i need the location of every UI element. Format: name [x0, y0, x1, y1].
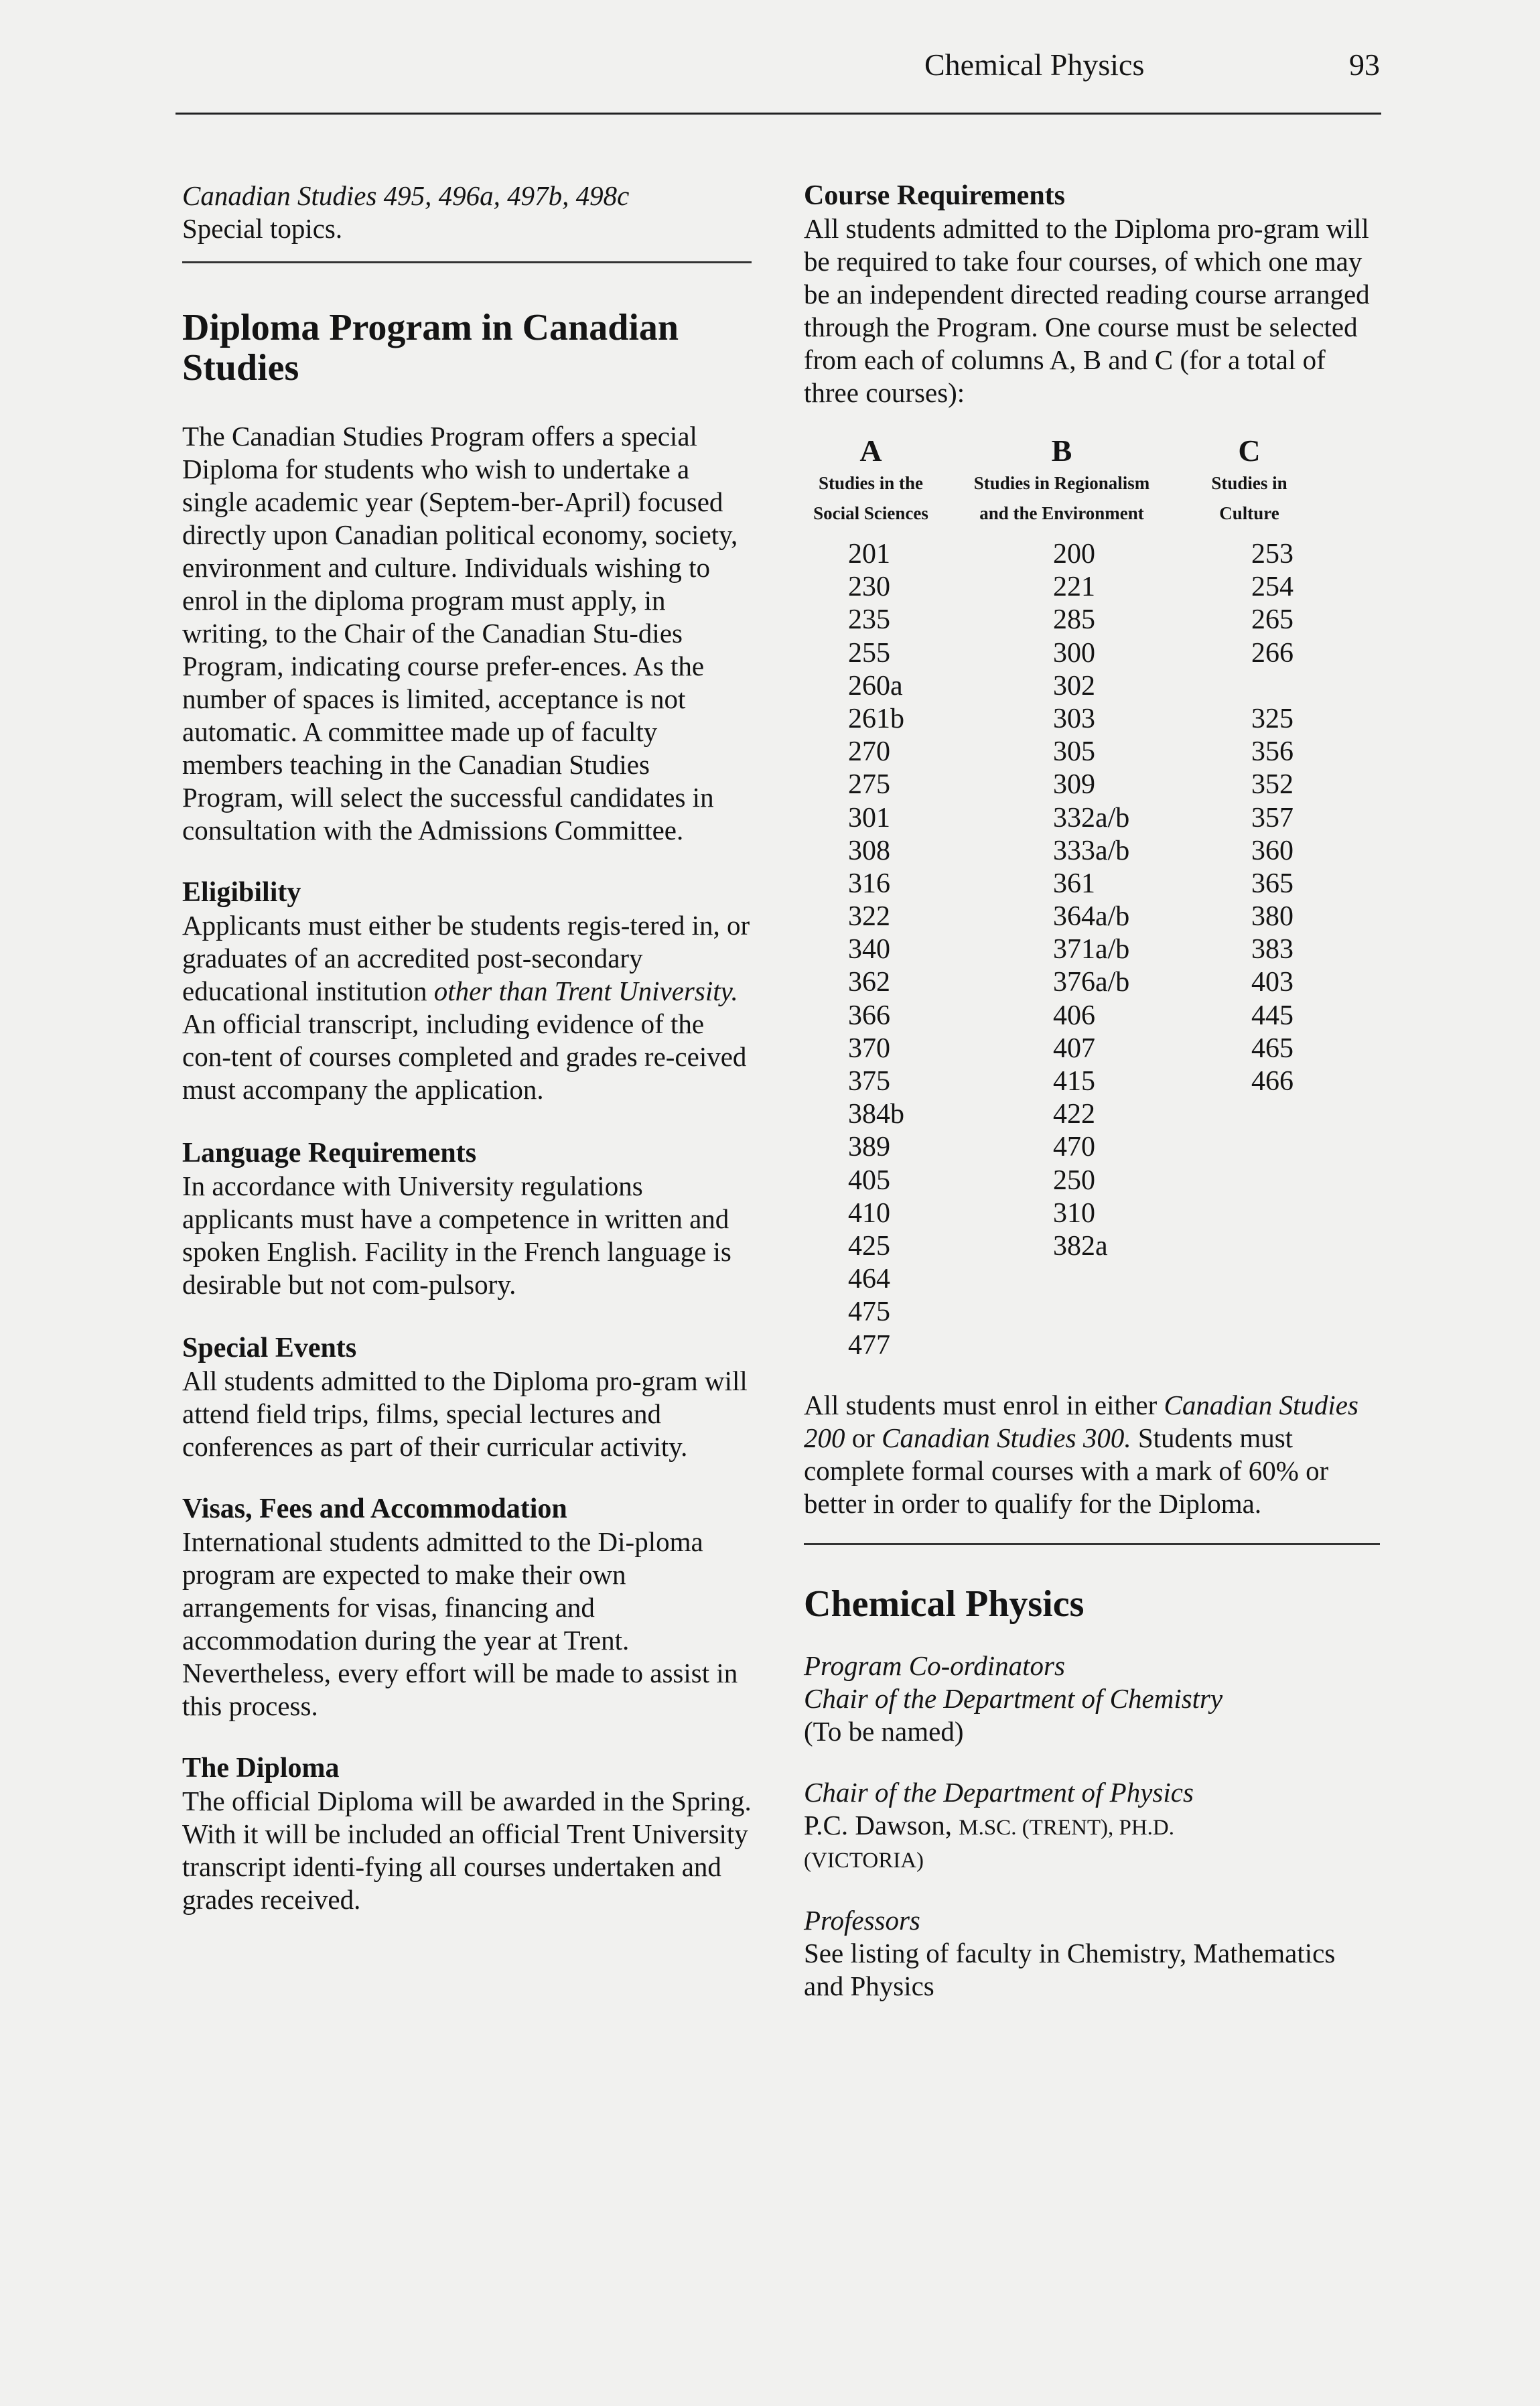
- professors-text: See listing of faculty in Chemistry, Mathematics and Physics: [804, 1937, 1336, 2001]
- course-number: 466: [1251, 1066, 1293, 1097]
- course-number: 340: [848, 934, 890, 965]
- physics-chair-name: [804, 1809, 1380, 1845]
- course-number: 382a: [1053, 1230, 1108, 1262]
- events-heading: Special Events: [182, 1333, 357, 1363]
- course-number: 270: [848, 736, 890, 768]
- course-number: 357: [1251, 802, 1293, 833]
- course-number: 356: [1251, 736, 1293, 768]
- section-divider-right: [804, 1543, 1380, 1545]
- course-number: 221: [1053, 572, 1095, 603]
- course-number: 403: [1251, 967, 1293, 998]
- course-number: 250: [1053, 1164, 1095, 1196]
- special-topics-title: Canadian Studies 495, 496a, 497b, 498c: [182, 180, 630, 211]
- course-number: 230: [848, 572, 890, 603]
- column-c-courses: [1251, 538, 1352, 1362]
- course-number: 333a/b: [1053, 835, 1130, 866]
- course-number: 406: [1053, 1000, 1095, 1031]
- course-number: 380: [1251, 901, 1293, 933]
- course-number: 305: [1053, 736, 1095, 768]
- column-a-sub1: Studies in the: [818, 473, 924, 493]
- course-number: 475: [848, 1296, 890, 1328]
- course-number: 255: [848, 637, 890, 669]
- course-table-header: [804, 433, 1380, 529]
- eligibility-text-1: Applicants must either be students regis-tered in, or graduates of an accredited post-secondary educational institution: [182, 910, 750, 1006]
- column-c-sub1: Studies in: [1211, 473, 1287, 493]
- course-grid: [804, 538, 1380, 1362]
- column-c-header: [1186, 433, 1313, 529]
- running-head: [924, 47, 1380, 82]
- section-divider: [182, 261, 752, 263]
- column-c-letter: C: [1238, 433, 1261, 468]
- course-number: [1251, 670, 1352, 703]
- language-text: In accordance with University regulations applicants must have a competence in written and spoken English. Facility in the French language is desirable but not com-pulsory.: [182, 1171, 731, 1300]
- course-requirements-heading: Course Requirements: [804, 180, 1066, 211]
- enrol-text-1: All students must enrol in either: [804, 1389, 1164, 1420]
- column-b-letter: B: [1051, 433, 1072, 468]
- column-a-letter: A: [859, 433, 882, 468]
- special-topics-text: Special topics.: [182, 213, 343, 244]
- course-number: 301: [848, 802, 890, 833]
- course-number: 260a: [848, 670, 903, 701]
- course-number: 464: [848, 1264, 890, 1295]
- enrol-italic-1: Canadian Studies 200: [804, 1389, 1358, 1453]
- visas-heading: Visas, Fees and Accommodation: [182, 1493, 567, 1524]
- course-number: 361: [1053, 868, 1095, 899]
- column-b-sub1: Studies in Regionalism: [973, 473, 1150, 493]
- course-number: 201: [848, 539, 890, 570]
- the-diploma-heading: The Diploma: [182, 1753, 340, 1784]
- section-title: Chemical Physics: [924, 48, 1145, 82]
- course-number: 376a/b: [1053, 967, 1130, 998]
- course-number: 405: [848, 1164, 890, 1196]
- column-a-courses: [848, 538, 1053, 1362]
- course-number: 285: [1053, 604, 1095, 636]
- professors-label: Professors: [804, 1904, 920, 1936]
- course-number: 365: [1251, 868, 1293, 899]
- eligibility-text-italic: other than Trent University.: [433, 976, 738, 1006]
- course-number: 362: [848, 967, 890, 998]
- physics-chair-person: P.C. Dawson,: [804, 1809, 952, 1841]
- right-column: [804, 180, 1380, 2003]
- physics-chair-degrees: M.SC. (TRENT), PH.D.: [959, 1815, 1175, 1840]
- eligibility-text-2: An official transcript, including evidence of the con-tent of courses completed and grades re-ceived must accompany the application.: [182, 1008, 747, 1105]
- course-number: 275: [848, 769, 890, 801]
- course-number: 370: [848, 1032, 890, 1064]
- course-number: 360: [1251, 835, 1293, 866]
- course-number: 266: [1251, 637, 1293, 669]
- the-diploma-text: The official Diploma will be awarded in the Spring. With it will be included an official Trent University transcript identi-fying all courses undertaken and grades received.: [182, 1786, 752, 1915]
- diploma-intro: The Canadian Studies Program offers a special Diploma for students who wish to undertake a single academic year (Septem-ber-April) focused directly upon Canadian political economy, society, environment and culture. Individuals wishing to enrol in the diploma program must apply, in writing, to the Chair of the Canadian Stu-dies Program, indicating course prefer-ences. As the number of spaces is limited, acceptance is not automatic. A committee made up of faculty members teaching in the Canadian Studies Program, will select the successful candidates in consultation with the Admissions Committee.: [182, 421, 738, 846]
- course-number: 465: [1251, 1032, 1293, 1064]
- course-number: 200: [1053, 539, 1095, 570]
- page-number: 93: [1349, 48, 1380, 82]
- course-number: 253: [1251, 539, 1293, 570]
- column-b-header: [938, 433, 1186, 529]
- course-number: 407: [1053, 1032, 1095, 1064]
- course-number: 422: [1053, 1099, 1095, 1130]
- visas-text: International students admitted to the Di-ploma program are expected to make their own arrangements for visas, financing and accommodation during the year at Trent. Nevertheless, every effort will be made to assist in this process.: [182, 1526, 738, 1721]
- column-a-header: [804, 433, 938, 529]
- column-a-sub2: Social Sciences: [813, 503, 928, 523]
- course-number: 445: [1251, 1000, 1293, 1031]
- enrol-text-2: or: [845, 1422, 882, 1453]
- column-b-sub2: and the Environment: [979, 503, 1144, 523]
- course-number: 309: [1053, 769, 1095, 801]
- course-number: 310: [1053, 1197, 1095, 1229]
- course-number: 352: [1251, 769, 1293, 801]
- course-number: 383: [1251, 934, 1293, 965]
- enrol-italic-2: Canadian Studies 300.: [882, 1422, 1131, 1453]
- course-number: 300: [1053, 637, 1095, 669]
- course-number: 477: [848, 1329, 890, 1361]
- course-number: 254: [1251, 572, 1293, 603]
- eligibility-text: [182, 909, 752, 1106]
- course-number: 410: [848, 1197, 890, 1229]
- course-number: 364a/b: [1053, 901, 1130, 933]
- diploma-heading: Diploma Program in Canadian Studies: [182, 307, 679, 389]
- course-number: 235: [848, 604, 890, 636]
- course-number: 261b: [848, 703, 904, 734]
- course-number: 470: [1053, 1132, 1095, 1163]
- course-number: 366: [848, 1000, 890, 1031]
- events-text: All students admitted to the Diploma pro-gram will attend field trips, films, special lectures and conferences as part of their curricular activity.: [182, 1365, 748, 1462]
- enrol-requirement-text: [804, 1389, 1380, 1520]
- course-number: 302: [1053, 670, 1095, 701]
- physics-chair-label: Chair of the Department of Physics: [804, 1776, 1194, 1808]
- course-number: 371a/b: [1053, 934, 1130, 965]
- header-rule: [176, 113, 1381, 115]
- enrol-text-3: Students must complete formal courses with a mark of 60% or better in order to qualify for the Diploma.: [804, 1422, 1329, 1519]
- course-number: 389: [848, 1132, 890, 1163]
- course-number: 415: [1053, 1066, 1095, 1097]
- left-column: [182, 180, 752, 1916]
- column-b-courses: [1053, 538, 1251, 1362]
- to-be-named: (To be named): [804, 1715, 964, 1747]
- language-heading: Language Requirements: [182, 1138, 477, 1168]
- course-number: 332a/b: [1053, 802, 1130, 833]
- course-number: 303: [1053, 703, 1095, 734]
- course-number: 308: [848, 835, 890, 866]
- course-number: 384b: [848, 1099, 904, 1130]
- chemical-physics-heading: Chemical Physics: [804, 1583, 1084, 1625]
- course-number: 316: [848, 868, 890, 899]
- course-requirements-text: All students admitted to the Diploma pro-gram will be required to take four courses, of which one may be an independent directed reading course arranged through the Program. One course must be selected from each of columns A, B and C (for a total of three courses):: [804, 213, 1370, 408]
- physics-chair-degrees-2: (VICTORIA): [804, 1848, 924, 1873]
- coordinators-label: Program Co-ordinators: [804, 1650, 1065, 1681]
- column-c-sub2: Culture: [1219, 503, 1279, 523]
- course-number: 425: [848, 1230, 890, 1262]
- course-number: 375: [848, 1066, 890, 1097]
- course-number: 325: [1251, 703, 1293, 734]
- eligibility-heading: Eligibility: [182, 877, 301, 908]
- course-number: 265: [1251, 604, 1293, 636]
- course-number: 322: [848, 901, 890, 933]
- chemistry-chair-label: Chair of the Department of Chemistry: [804, 1682, 1223, 1714]
